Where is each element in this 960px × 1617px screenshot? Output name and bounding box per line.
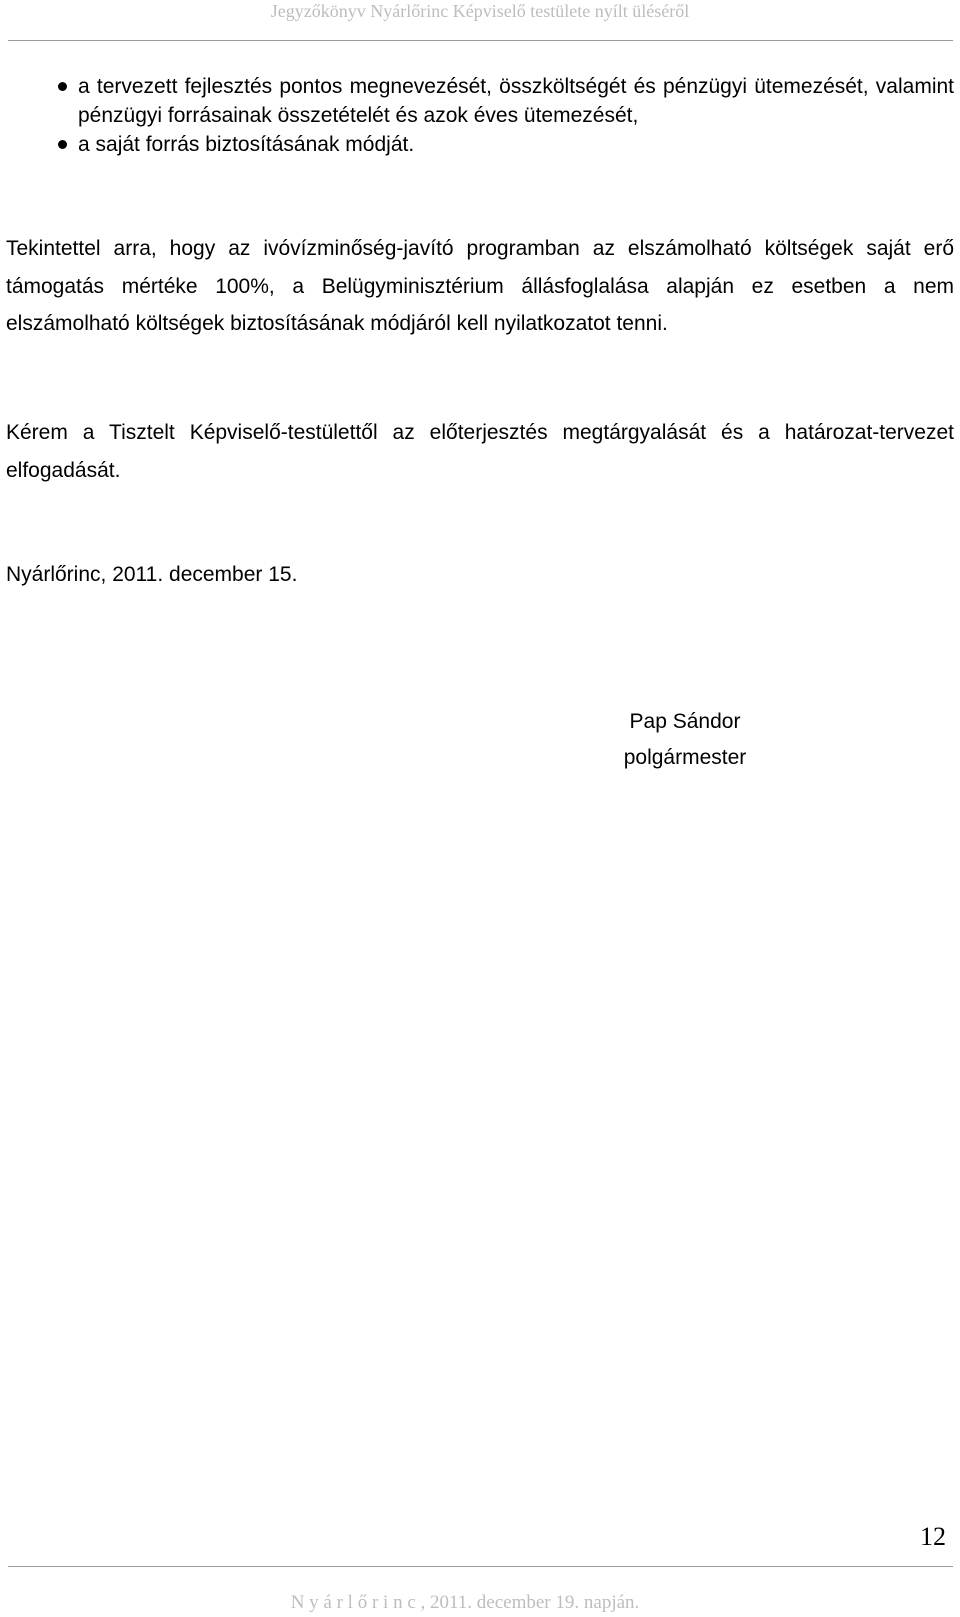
bullet-text: a tervezett fejlesztés pontos megnevezését, összköltségét és pénzügyi ütemezését, valamint pénzügyi forrásainak összetételét és azok éves ütemezését, <box>78 75 954 127</box>
list-item <box>54 72 954 130</box>
bullet-list <box>54 72 954 159</box>
paragraph-request: Kérem a Tisztelt Képviselő-testülettől az előterjesztés megtárgyalását és a határozat-tervezet elfogadását. <box>6 421 954 482</box>
page-number: 12 <box>920 1522 946 1551</box>
page-header <box>0 0 960 40</box>
footer-text: N y á r l ő r i n c , 2011. december 19. napján. <box>290 1592 640 1613</box>
signature-role: polgármester <box>623 746 747 769</box>
header-divider <box>8 40 953 41</box>
signature-name: Pap Sándor <box>629 710 741 733</box>
date-line: Nyárlőrinc, 2011. december 15. <box>6 563 298 586</box>
bullet-text: a saját forrás biztosításának módját. <box>78 133 415 156</box>
bullet-icon <box>58 82 67 91</box>
list-item <box>54 130 954 159</box>
paragraph-justification: Tekintettel arra, hogy az ivóvízminőség-javító programban az elszámolható költségek saját erő támogatás mértéke 100%, a Belügyminisztérium állásfoglalása alapján ez esetben a nem elszámolható költségek biztosításának módjáról kell nyilatkozatot tenni. <box>6 237 954 335</box>
bullet-icon <box>58 140 67 149</box>
signature-block <box>560 704 810 776</box>
footer-divider <box>8 1566 953 1567</box>
header-title: Jegyzőkönyv Nyárlőrinc Képviselő testülete nyílt üléséről <box>270 1 690 21</box>
